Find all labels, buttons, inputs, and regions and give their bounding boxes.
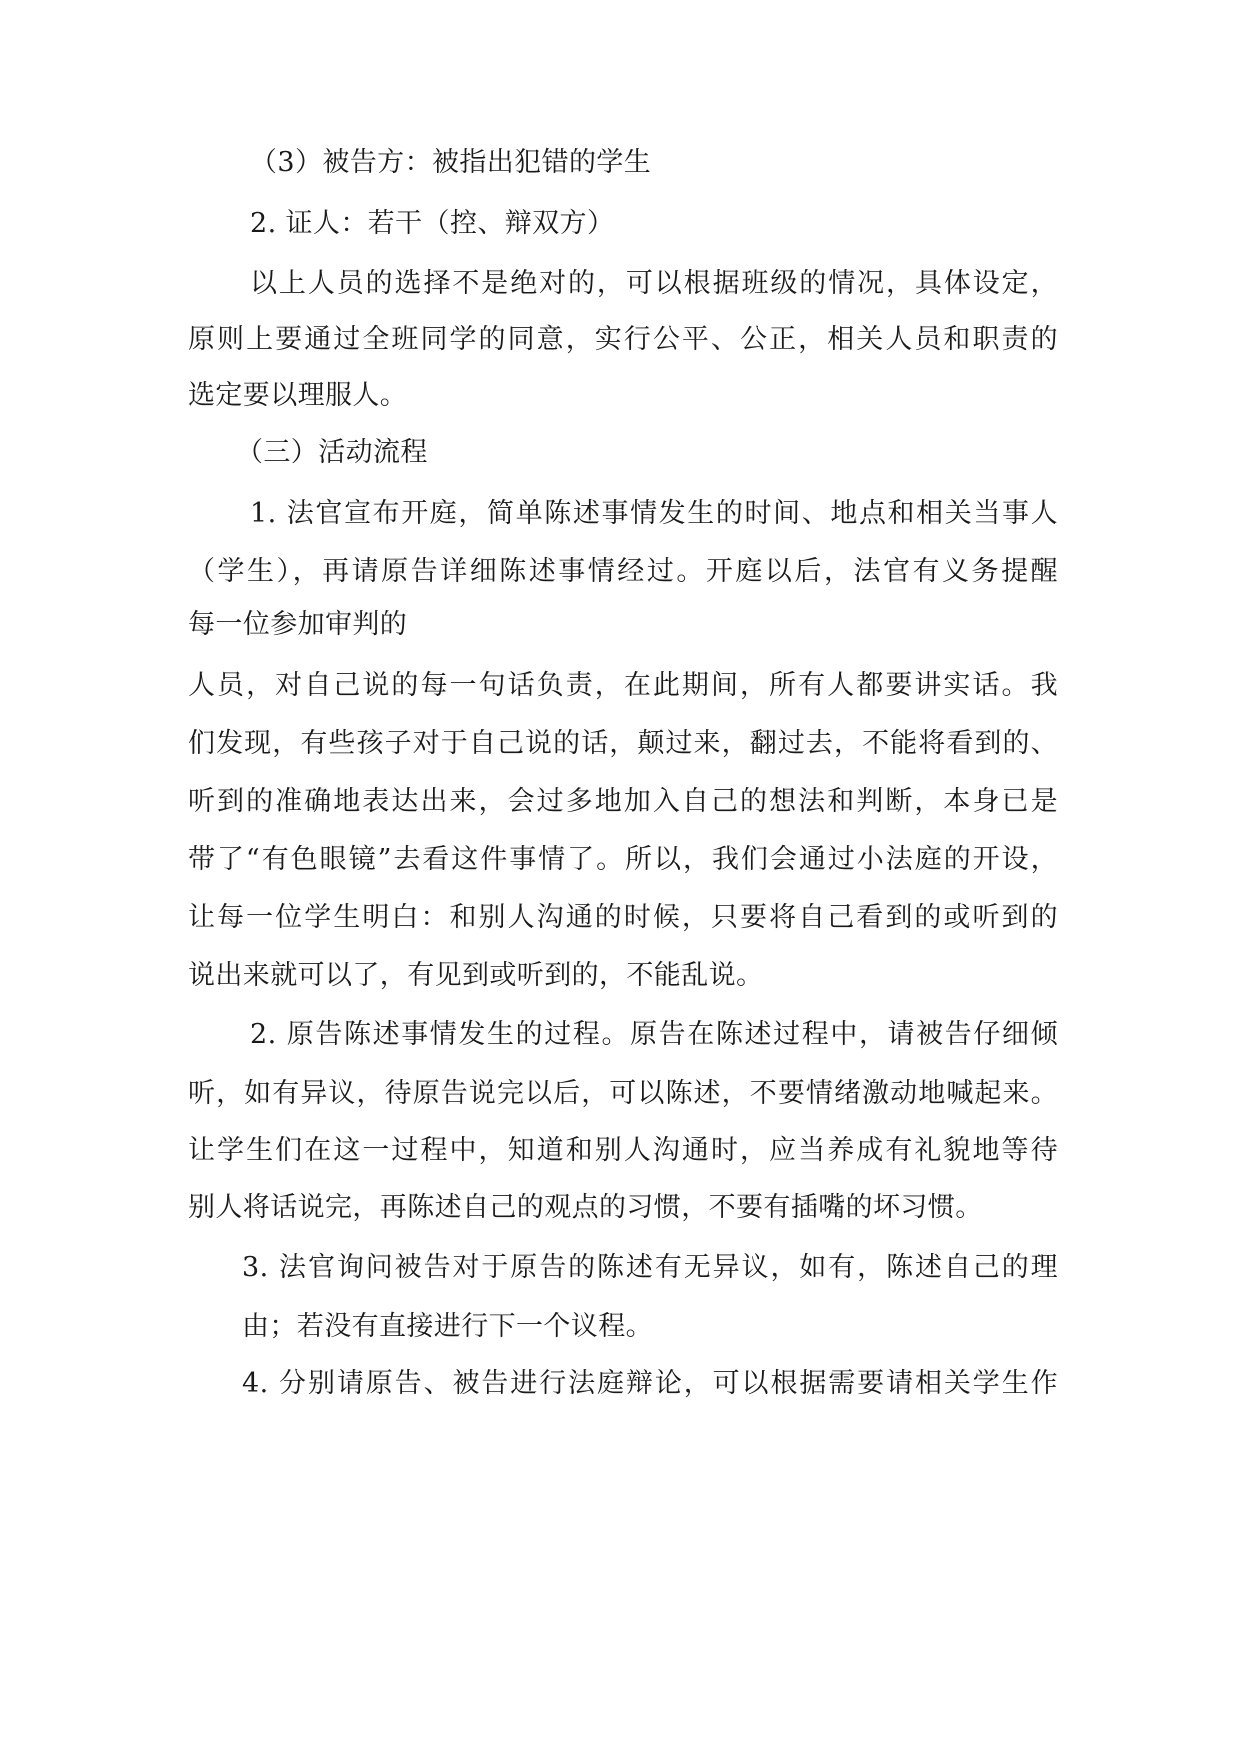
text-line: 3. 法官询问被告对于原告的陈述有无异议，如有，陈述自己的理	[242, 1252, 1058, 1283]
text-line: 每一位参加审判的	[188, 609, 408, 640]
text-line: 2. 原告陈述事情发生的过程。原告在陈述过程中，请被告仔细倾	[250, 1019, 1058, 1050]
text-line: （学生），再请原告详细陈述事情经过。开庭以后，法官有义务提醒	[188, 556, 1058, 587]
text-line: 原则上要通过全班同学的同意，实行公平、公正，相关人员和职责的	[188, 324, 1058, 355]
text-line: 以上人员的选择不是绝对的，可以根据班级的情况，具体设定，	[250, 268, 1058, 299]
text-line: 让学生们在这一过程中，知道和别人沟通时，应当养成有礼貌地等待	[188, 1135, 1058, 1166]
text-line: 2. 证人：若干（控、辩双方）	[250, 208, 615, 239]
text-line: 听，如有异议，待原告说完以后，可以陈述，不要情绪激动地喊起来。	[188, 1078, 1058, 1109]
text-line: 听到的准确地表达出来，会过多地加入自己的想法和判断，本身已是	[188, 786, 1058, 817]
text-line: 由；若没有直接进行下一个议程。	[242, 1311, 653, 1342]
text-line: 带了“有色眼镜”去看这件事情了。所以，我们会通过小法庭的开设，	[188, 844, 1058, 875]
section-heading: （三）活动流程	[236, 437, 428, 468]
text-line: （3）被告方：被指出犯错的学生	[250, 147, 652, 178]
text-line: 4. 分别请原告、被告进行法庭辩论，可以根据需要请相关学生作	[242, 1368, 1058, 1399]
text-line: 别人将话说完，再陈述自己的观点的习惯，不要有插嘴的坏习惯。	[188, 1192, 983, 1223]
text-line: 们发现，有些孩子对于自己说的话，颠过来，翻过去，不能将看到的、	[188, 728, 1058, 759]
text-line: 1. 法官宣布开庭，简单陈述事情发生的时间、地点和相关当事人	[250, 498, 1058, 529]
text-line: 让每一位学生明白：和别人沟通的时候，只要将自己看到的或听到的	[188, 902, 1058, 933]
text-line: 说出来就可以了，有见到或听到的，不能乱说。	[188, 960, 764, 991]
text-line: 人员，对自己说的每一句话负责，在此期间，所有人都要讲实话。我	[188, 670, 1058, 701]
text-line: 选定要以理服人。	[188, 380, 408, 411]
